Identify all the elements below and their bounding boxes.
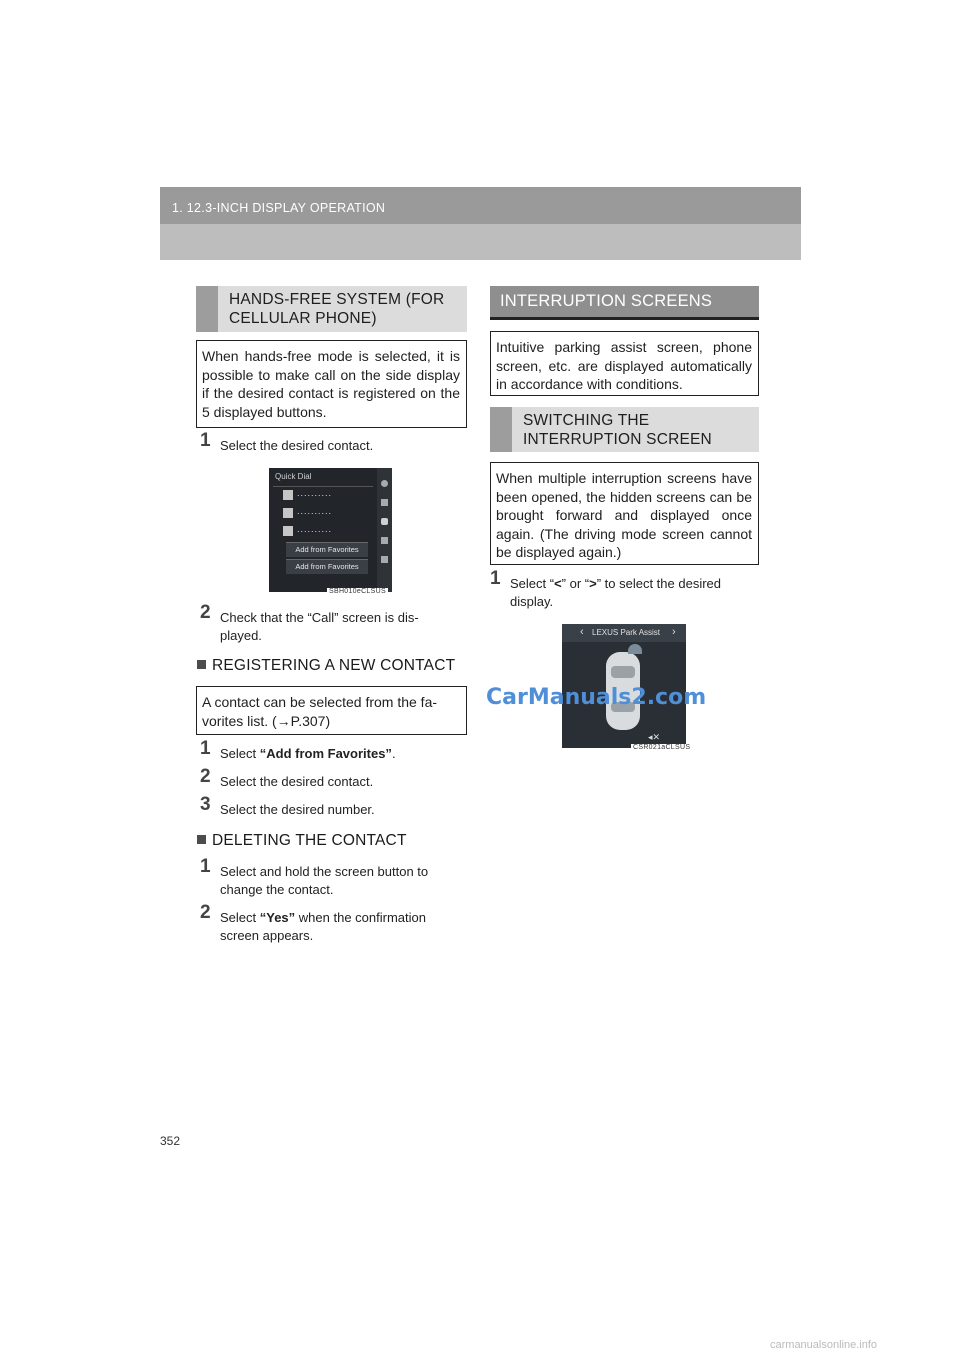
page-number: 352 bbox=[160, 1134, 181, 1148]
section-title: INTERRUPTION SCREENS bbox=[500, 292, 713, 310]
step-number: 2 bbox=[200, 902, 211, 923]
prev-arrow-icon[interactable]: ‹ bbox=[580, 626, 584, 638]
add-from-favorites-button[interactable]: Add from Favorites bbox=[286, 559, 368, 574]
step-prefix: Select bbox=[220, 910, 260, 925]
step-text-line2: change the contact. bbox=[220, 882, 334, 897]
image-code: CSR021aCLSUS bbox=[633, 744, 691, 751]
registering-heading-text: REGISTERING A NEW CONTACT bbox=[212, 657, 456, 674]
step-number: 1 bbox=[490, 568, 501, 589]
image-code: SBH010eCLSUS bbox=[329, 588, 386, 595]
register-info-line1: A contact can be selected from the fa- bbox=[202, 694, 438, 710]
step-number: 1 bbox=[200, 430, 211, 451]
square-bullet-icon bbox=[197, 835, 206, 844]
sub-heading-switching bbox=[490, 407, 759, 452]
carmanuals-watermark: CarManuals2.com bbox=[486, 685, 707, 710]
home-icon[interactable] bbox=[381, 480, 388, 487]
step-number: 3 bbox=[200, 794, 211, 815]
step-mid: ” or “ bbox=[561, 576, 590, 591]
quick-dial-row[interactable]: .......... bbox=[297, 524, 333, 534]
audio-icon[interactable] bbox=[381, 499, 388, 506]
mute-icon[interactable]: ◂✕ bbox=[648, 732, 661, 742]
info-icon[interactable] bbox=[381, 537, 388, 544]
step-text-line2: played. bbox=[220, 628, 262, 643]
step-text-line1 bbox=[220, 909, 426, 927]
step-text: Select the desired contact. bbox=[220, 438, 374, 453]
step-text bbox=[220, 745, 396, 763]
sub-title-line1: SWITCHING THE bbox=[523, 412, 650, 429]
interruption-intro-box: Intuitive parking assist screen, phone screen, etc. are displayed automatically in accordance with conditions. bbox=[490, 331, 759, 396]
register-info-line2: vorites list. (→P.307) bbox=[202, 712, 331, 729]
step-text-line2: screen appears. bbox=[220, 928, 314, 943]
phone-book-icon bbox=[283, 490, 293, 500]
registering-heading bbox=[197, 657, 455, 675]
park-assist-title: LEXUS Park Assist bbox=[592, 628, 661, 637]
side-menu-bar bbox=[377, 468, 392, 592]
section-heading-interruption bbox=[490, 286, 759, 320]
step-prefix: Select bbox=[220, 746, 260, 761]
add-from-favorites-label: “Add from Favorites” bbox=[259, 746, 392, 761]
switching-info-box: When multiple interruption screens have been opened, the hidden screens can be brought forward and displayed once again. (The driving mode screen cannot be displayed again.) bbox=[490, 462, 759, 565]
sensor-indicator-icon bbox=[628, 644, 642, 654]
step-text-line1: Select and hold the screen button to bbox=[220, 864, 429, 879]
next-arrow-icon[interactable]: › bbox=[672, 626, 676, 638]
section-heading-hands-free bbox=[196, 286, 467, 332]
park-assist-title-bar bbox=[562, 624, 686, 642]
step-text: Select the desired contact. bbox=[220, 774, 374, 789]
setup-icon[interactable] bbox=[381, 556, 388, 563]
quick-dial-row[interactable]: .......... bbox=[297, 488, 333, 498]
contact-icon bbox=[283, 526, 293, 536]
chapter-header bbox=[160, 187, 801, 260]
deleting-heading bbox=[197, 832, 407, 850]
step-number: 2 bbox=[200, 602, 211, 623]
register-info-box bbox=[196, 686, 467, 735]
step-text-line1: Check that the “Call” screen is dis- bbox=[220, 610, 419, 625]
quick-dial-row[interactable]: .......... bbox=[297, 506, 333, 516]
chapter-title: 1. 12.3-INCH DISPLAY OPERATION bbox=[172, 201, 386, 215]
yes-label: “Yes” bbox=[259, 910, 296, 925]
step-number: 2 bbox=[200, 766, 211, 787]
step-text-line1 bbox=[510, 575, 760, 593]
prev-arrow-label: < bbox=[554, 576, 562, 591]
phone-icon[interactable] bbox=[381, 518, 388, 525]
step-suffix: . bbox=[391, 746, 396, 761]
section-tab bbox=[490, 407, 512, 452]
step-number: 1 bbox=[200, 856, 211, 877]
quick-dial-screen-image bbox=[269, 468, 392, 592]
section-title-line2: CELLULAR PHONE) bbox=[229, 310, 377, 327]
step-suffix: when the confirmation bbox=[295, 910, 426, 925]
quick-dial-title: Quick Dial bbox=[275, 472, 312, 481]
step-text: Select the desired number. bbox=[220, 802, 375, 817]
deleting-heading-text: DELETING THE CONTACT bbox=[212, 832, 407, 849]
next-arrow-label: > bbox=[589, 576, 597, 591]
hands-free-intro-box: When hands-free mode is selected, it is possible to make call on the side display if the desired contact is registered on the 5 displayed buttons. bbox=[196, 340, 467, 428]
add-from-favorites-button[interactable]: Add from Favorites bbox=[286, 542, 368, 557]
section-tab bbox=[196, 286, 218, 332]
footer-watermark: carmanualsonline.info bbox=[770, 1339, 878, 1351]
section-title-line1: HANDS-FREE SYSTEM (FOR bbox=[229, 291, 445, 308]
step-text-line2: display. bbox=[510, 594, 554, 609]
step-suffix: ” to select the desired bbox=[596, 576, 722, 591]
sub-title-line2: INTERRUPTION SCREEN bbox=[523, 431, 712, 448]
step-number: 1 bbox=[200, 738, 211, 759]
square-bullet-icon bbox=[197, 660, 206, 669]
step-prefix: Select “ bbox=[510, 576, 555, 591]
contact-icon bbox=[283, 508, 293, 518]
